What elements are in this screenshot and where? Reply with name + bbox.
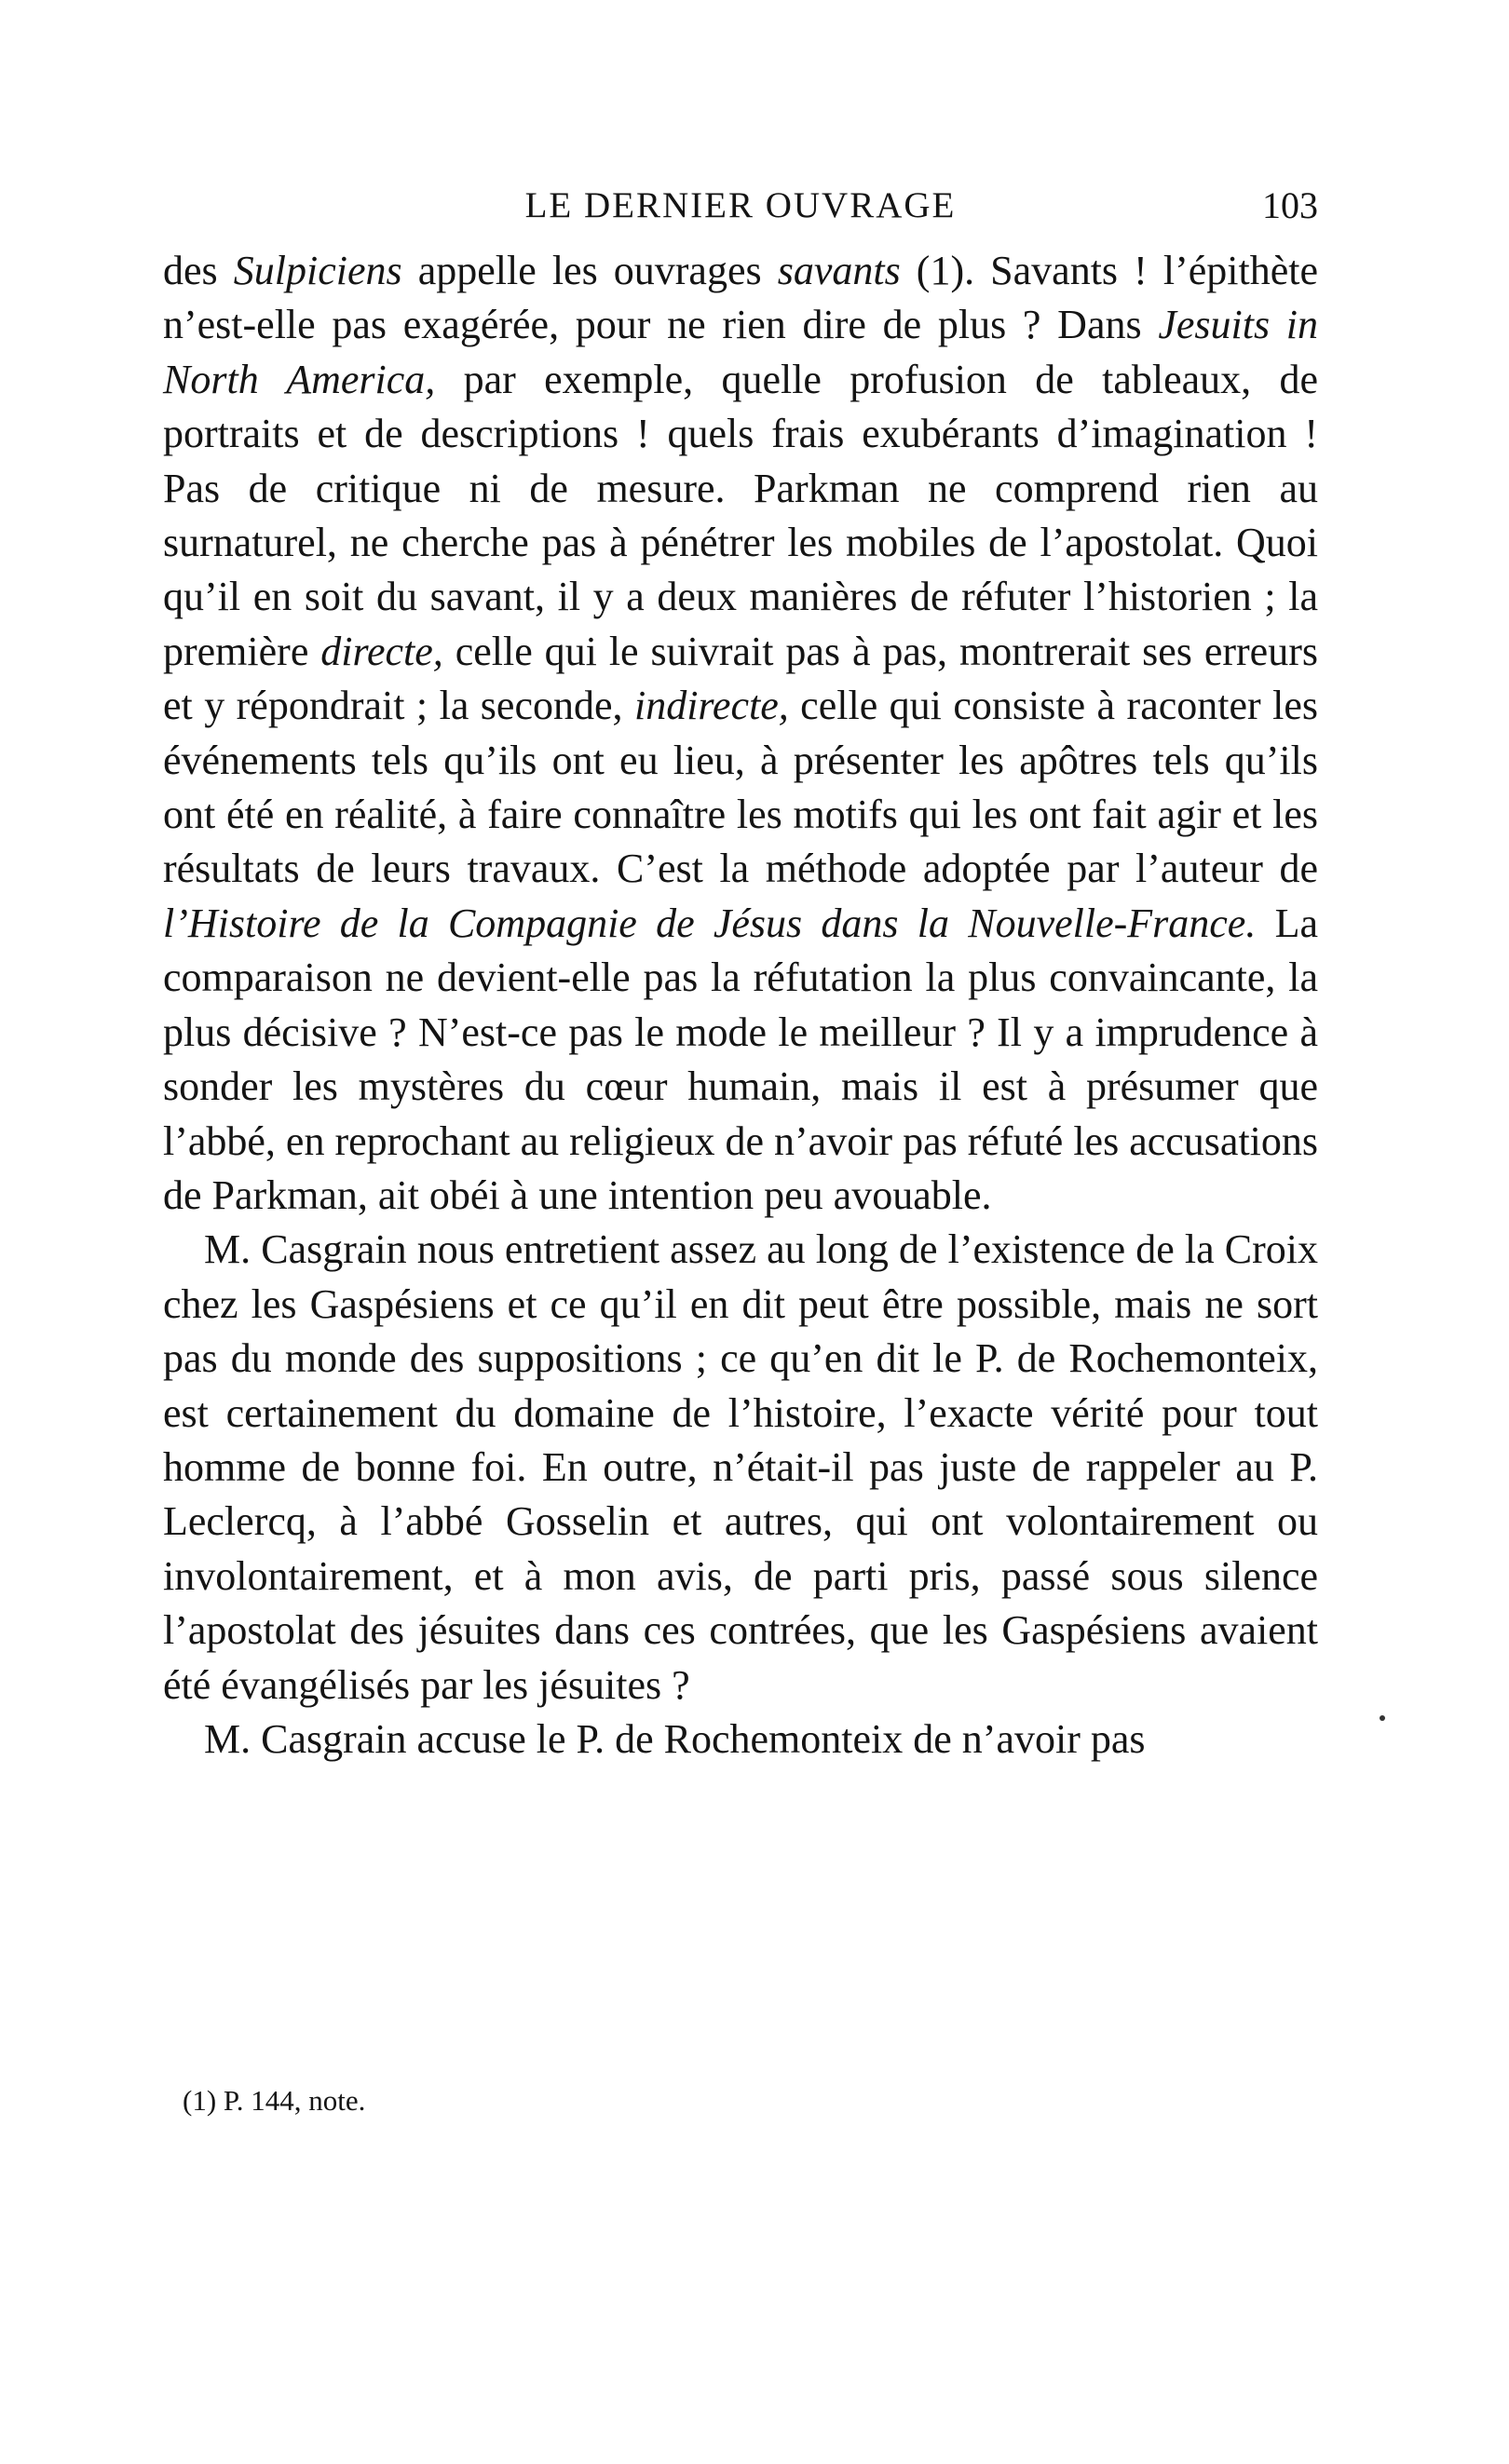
body-text [163,244,1318,1767]
text-segment: des [163,248,234,293]
footnote: (1) P. 144, note. [183,2084,366,2117]
paragraph [163,1713,1318,1767]
text-segment: M. Casgrain nous entretient assez au long de l’existence de la Croix chez les Gaspésiens et ce qu’il en dit peut être possible, mais ne sort pas du monde des suppositions ; ce qu’en dit le P. de Rochemonteix, est certainement du domaine de l’histoire, l’exacte vérité pour tout homme de bonne foi. En outre, n’était-il pas juste de rappeler au P. Leclercq, à l’abbé Gosselin et autres, qui ont volontairement ou involontairement, et à mon avis, de parti pris, passé sous silence l’apostolat des jésuites dans ces contrées, que les Gaspésiens avaient été évangélisés par les jésuites ? [163,1226,1318,1708]
italic-text-segment: Jesuits in North America, [163,302,1319,402]
text-segment: (1). Savants ! l’épithète n’est-elle pas exagérée, pour ne rien dire de plus ? Dans [163,248,1319,348]
running-head [163,183,1318,229]
italic-text-segment: indirecte, [633,683,789,729]
italic-text-segment: directe, [320,628,443,674]
paragraph [163,244,1318,1223]
running-title: LE DERNIER OUVRAGE [524,185,957,225]
text-segment: par exemple, quelle profusion de tableaux, de portraits et de descriptions ! quels frais exubérants d’imagination ! Pas de critique ni de mesure. Parkman ne comprend rien au surnaturel, ne cherche pas à pénétrer les mobiles de l’apostolat. Quoi qu’il en soit du savant, il y a deux manières de réfuter l’historien ; la première [163,356,1318,674]
text-segment: La comparaison ne devient-elle pas la réfutation la plus convaincante, la plus décisive ? N’est-ce pas le mode le meilleur ? Il y a imprudence à sonder les mystères du cœur humain, mais il est à présumer que l’abbé, en reprochant au religieux de n’avoir pas réfuté les accusations de Parkman, ait obéi à une intention peu avouable. [163,900,1319,1218]
page-number: 103 [1262,184,1318,226]
italic-text-segment: l’Histoire de la Compagnie de Jésus dans la Nouvelle-France. [163,900,1257,946]
italic-text-segment: savants [777,248,901,293]
italic-text-segment: Sulpiciens [233,248,402,293]
text-segment: celle qui consiste à raconter les événements tels qu’ils ont eu lieu, à présenter les apôtres tels qu’ils ont été en réalité, à faire connaître les motifs qui les ont fait agir et les résultats de leurs travaux. C’est la méthode adoptée par l’auteur de [163,683,1318,892]
text-segment: M. Casgrain accuse le P. de Rochemonteix de n’avoir pas [204,1715,1146,1762]
text-segment: appelle les ouvrages [401,248,778,293]
ink-speck [1380,1715,1385,1721]
text-segment: celle qui le suivrait pas à pas, montrerait ses erreurs et y répondrait ; la seconde, [163,628,1318,729]
paragraph [163,1223,1318,1713]
